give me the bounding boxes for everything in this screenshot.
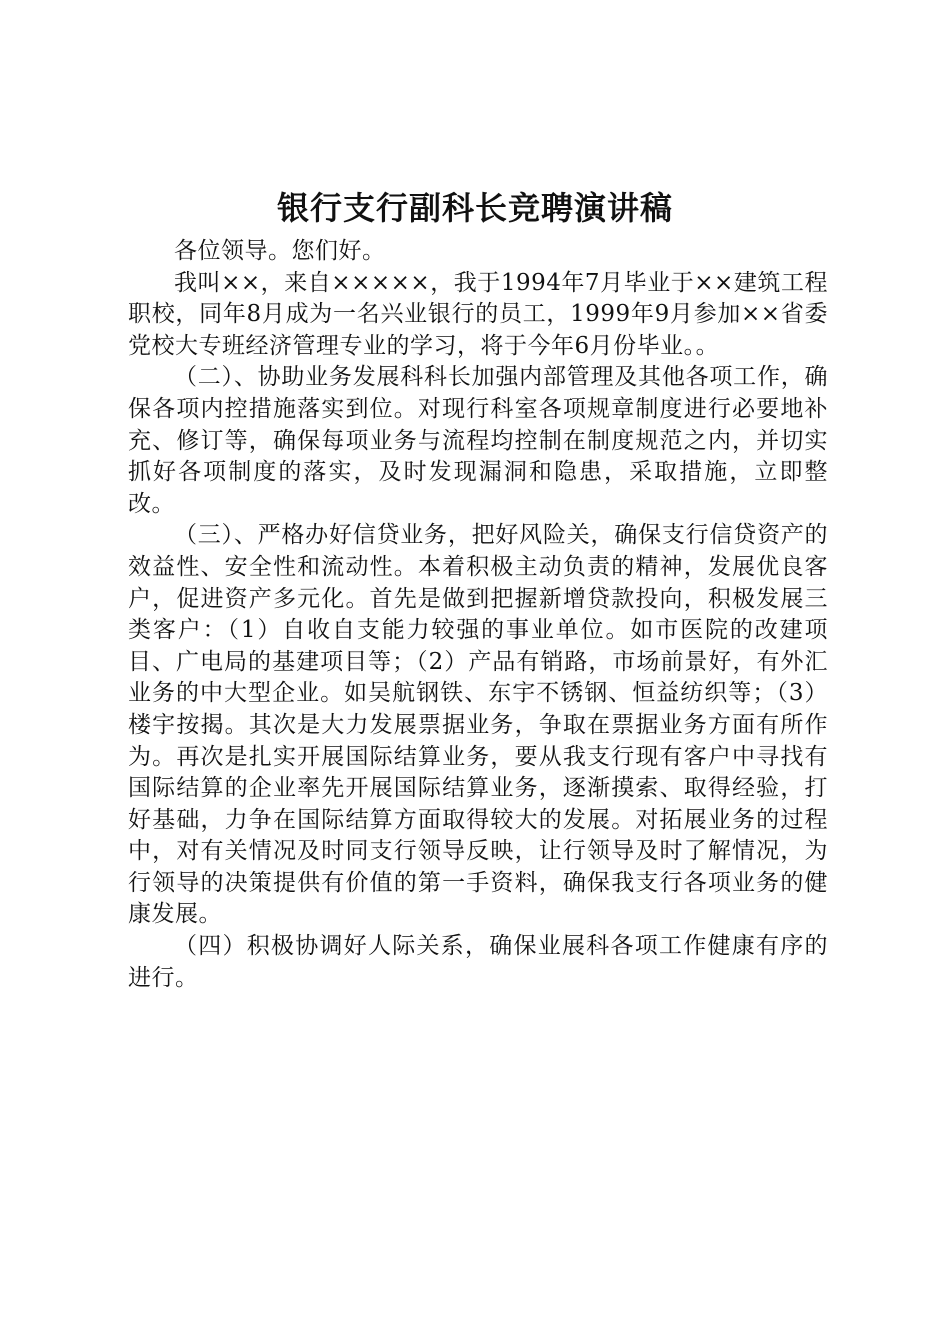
paragraph-section-four: （四）积极协调好人际关系，确保业展科各项工作健康有序的进行。 (128, 933, 828, 991)
paragraph-greeting: 各位领导。您们好。 (174, 238, 386, 264)
document-title: 银行支行副科长竞聘演讲稿 (276, 189, 673, 227)
document-body (128, 236, 828, 994)
paragraph-section-three: （三）、严格办好信贷业务，把好风险关，确保支行信贷资产的效益性、安全性和流动性。本着积极主动负责的精神，发展优良客户，促进资产多元化。首先是做到把握新增贷款投向，积极发展三类客户：（1）自收自支能力较强的事业单位。如市医院的改建项目、广电局的基建项目等；（2）产品有销路，市场前景好，有外汇业务的中大型企业。如吴航钢铁、东宇不锈钢、恒益纺织等；（3）楼宇按揭。其次是大力发展票据业务，争取在票据业务方面有所作为。再次是扎实开展国际结算业务，要从我支行现有客户中寻找有国际结算的企业率先开展国际结算业务，逐渐摸索、取得经验，打好基础，力争在国际结算方面取得较大的发展。对拓展业务的过程中，对有关情况及时同支行领导反映，让行领导及时了解情况，为行领导的决策提供有价值的第一手资料，确保我支行各项业务的健康发展。 (128, 522, 828, 928)
paragraph-introduction: 我叫××，来自×××××，我于1994年7月毕业于××建筑工程职校，同年8月成为一名兴业银行的员工，1999年9月参加××省委党校大专班经济管理专业的学习，将于今年6月份毕业。。 (128, 269, 828, 359)
paragraph-section-two: （二）、协助业务发展科科长加强内部管理及其他各项工作，确保各项内控措施落实到位。对现行科室各项规章制度进行必要地补充、修订等，确保每项业务与流程均控制在制度规范之内，并切实抓好各项制度的落实，及时发现漏洞和隐患，采取措施，立即整改。 (128, 364, 828, 517)
